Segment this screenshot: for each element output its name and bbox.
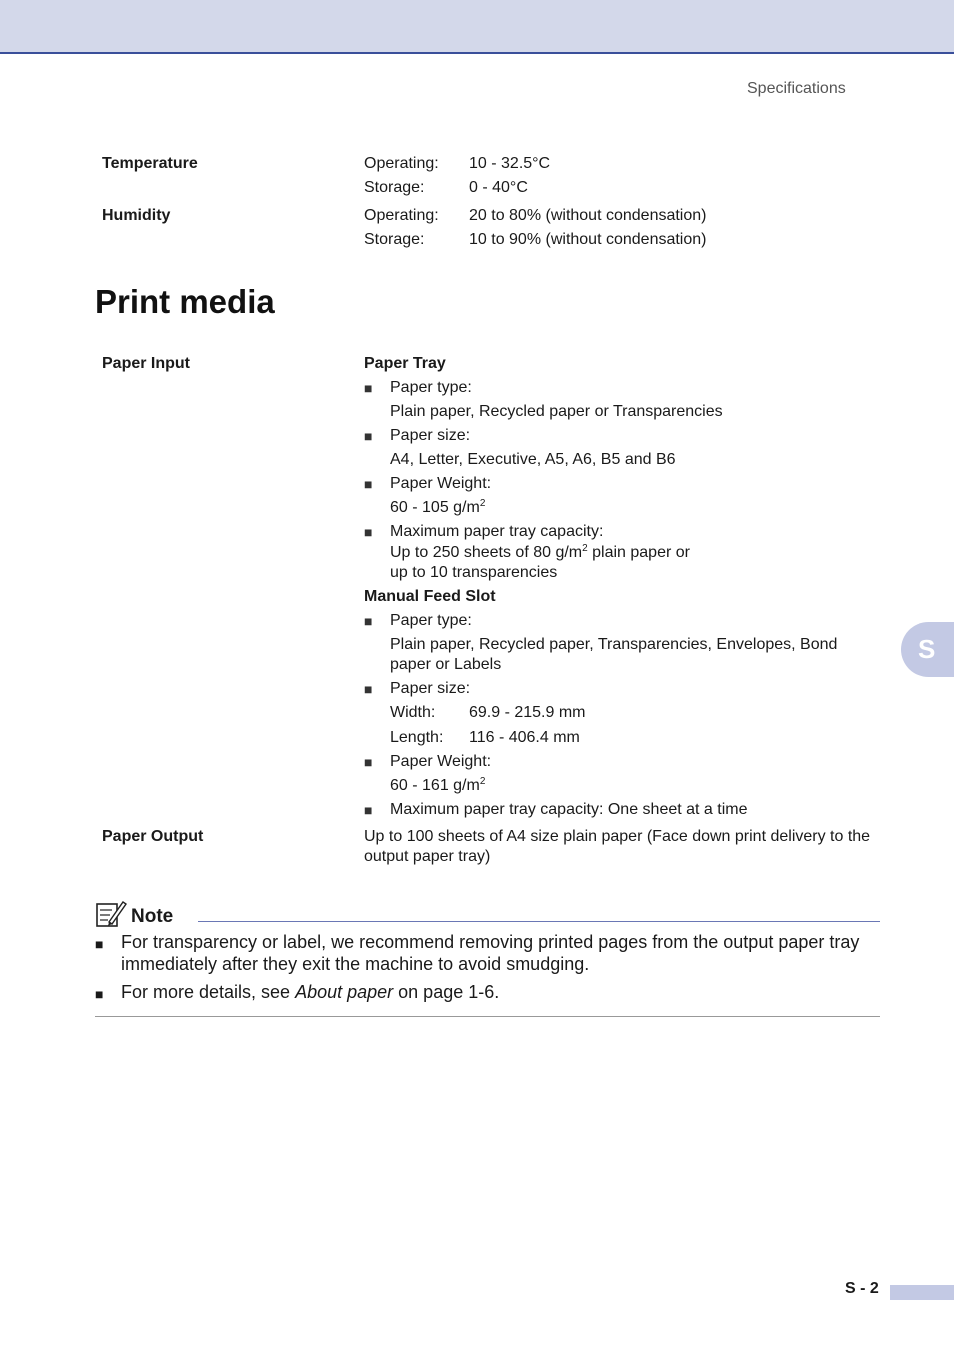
section-side-tab: S [901, 622, 954, 677]
tray-capacity-line1: Up to 250 sheets of 80 $g/m^2$ plain paper or [390, 543, 690, 561]
humidity-label: Humidity [102, 207, 171, 224]
paper-tray-heading: Paper Tray [364, 355, 446, 372]
bullet-icon: ■ [364, 802, 373, 818]
about-paper-reference: About paper [295, 982, 394, 1002]
temperature-storage-value: 0 - 40°C [469, 179, 528, 196]
tray-weight-label: Paper Weight: [390, 475, 492, 492]
bullet-icon: ■ [364, 380, 373, 396]
temperature-operating-value: 10 - 32.5°C [469, 155, 551, 172]
footer-band [890, 1285, 954, 1300]
note-bottom-rule [95, 1016, 880, 1017]
manual-weight-label: Paper Weight: [390, 753, 492, 770]
temperature-label: Temperature [102, 155, 198, 172]
temperature-storage-key: Storage: [364, 179, 425, 196]
tray-size-label: Paper size: [390, 427, 471, 444]
note-label: Note [131, 906, 174, 927]
page-number: S - 2 [845, 1280, 879, 1297]
bullet-icon: ■ [364, 754, 373, 770]
bullet-icon: ■ [364, 681, 373, 697]
manual-length-value: 116 - 406.4 mm [469, 729, 580, 746]
manual-type-value: Plain paper, Recycled paper, Transparencies, Envelopes, Bond paper or Labels [390, 636, 838, 673]
paper-input-label: Paper Input [102, 355, 191, 372]
note-divider [198, 921, 880, 922]
manual-width-key: Width: [390, 704, 436, 721]
manual-length-key: Length: [390, 729, 444, 746]
bullet-icon: ■ [364, 524, 373, 540]
manual-type-label: Paper type: [390, 612, 472, 629]
note-item-1: For transparency or label, we recommend removing printed pages from the output paper tray immediately after they exit the machine to avoid smudging. [121, 932, 860, 974]
tray-type-label: Paper type: [390, 379, 472, 396]
pencil-note-icon [95, 898, 127, 930]
paper-output-label: Paper Output [102, 828, 204, 845]
bullet-icon: ■ [95, 986, 104, 1002]
tray-capacity-label: Maximum paper tray capacity: [390, 523, 604, 540]
tray-type-value: Plain paper, Recycled paper or Transparencies [390, 403, 723, 420]
manual-capacity: Maximum paper tray capacity: One sheet at a time [390, 801, 748, 818]
bullet-icon: ■ [364, 476, 373, 492]
manual-feed-heading: Manual Feed Slot [364, 588, 496, 605]
bullet-icon: ■ [95, 936, 104, 952]
humidity-storage-key: Storage: [364, 231, 425, 248]
humidity-operating-key: Operating: [364, 207, 439, 224]
section-title: Print media [95, 283, 275, 320]
manual-weight-value: 60 - 161 $g/m^2$ [390, 776, 486, 794]
humidity-storage-value: 10 to 90% (without condensation) [469, 231, 707, 248]
manual-width-value: 69.9 - 215.9 mm [469, 704, 586, 721]
humidity-operating-value: 20 to 80% (without condensation) [469, 207, 707, 224]
tray-capacity-line2: up to 10 transparencies [390, 564, 558, 581]
note-item-2: For more details, see About paper on page 1-6. [121, 982, 500, 1002]
header-band [0, 0, 954, 54]
paper-output-value: Up to 100 sheets of A4 size plain paper (Face down print delivery to the output paper tray) [364, 828, 871, 865]
tray-weight-value: 60 - 105 $g/m^2$ [390, 498, 486, 516]
manual-size-label: Paper size: [390, 680, 471, 697]
bullet-icon: ■ [364, 613, 373, 629]
tray-size-value: A4, Letter, Executive, A5, A6, B5 and B6 [390, 451, 676, 468]
temperature-operating-key: Operating: [364, 155, 439, 172]
bullet-icon: ■ [364, 428, 373, 444]
running-header: Specifications [747, 80, 846, 97]
